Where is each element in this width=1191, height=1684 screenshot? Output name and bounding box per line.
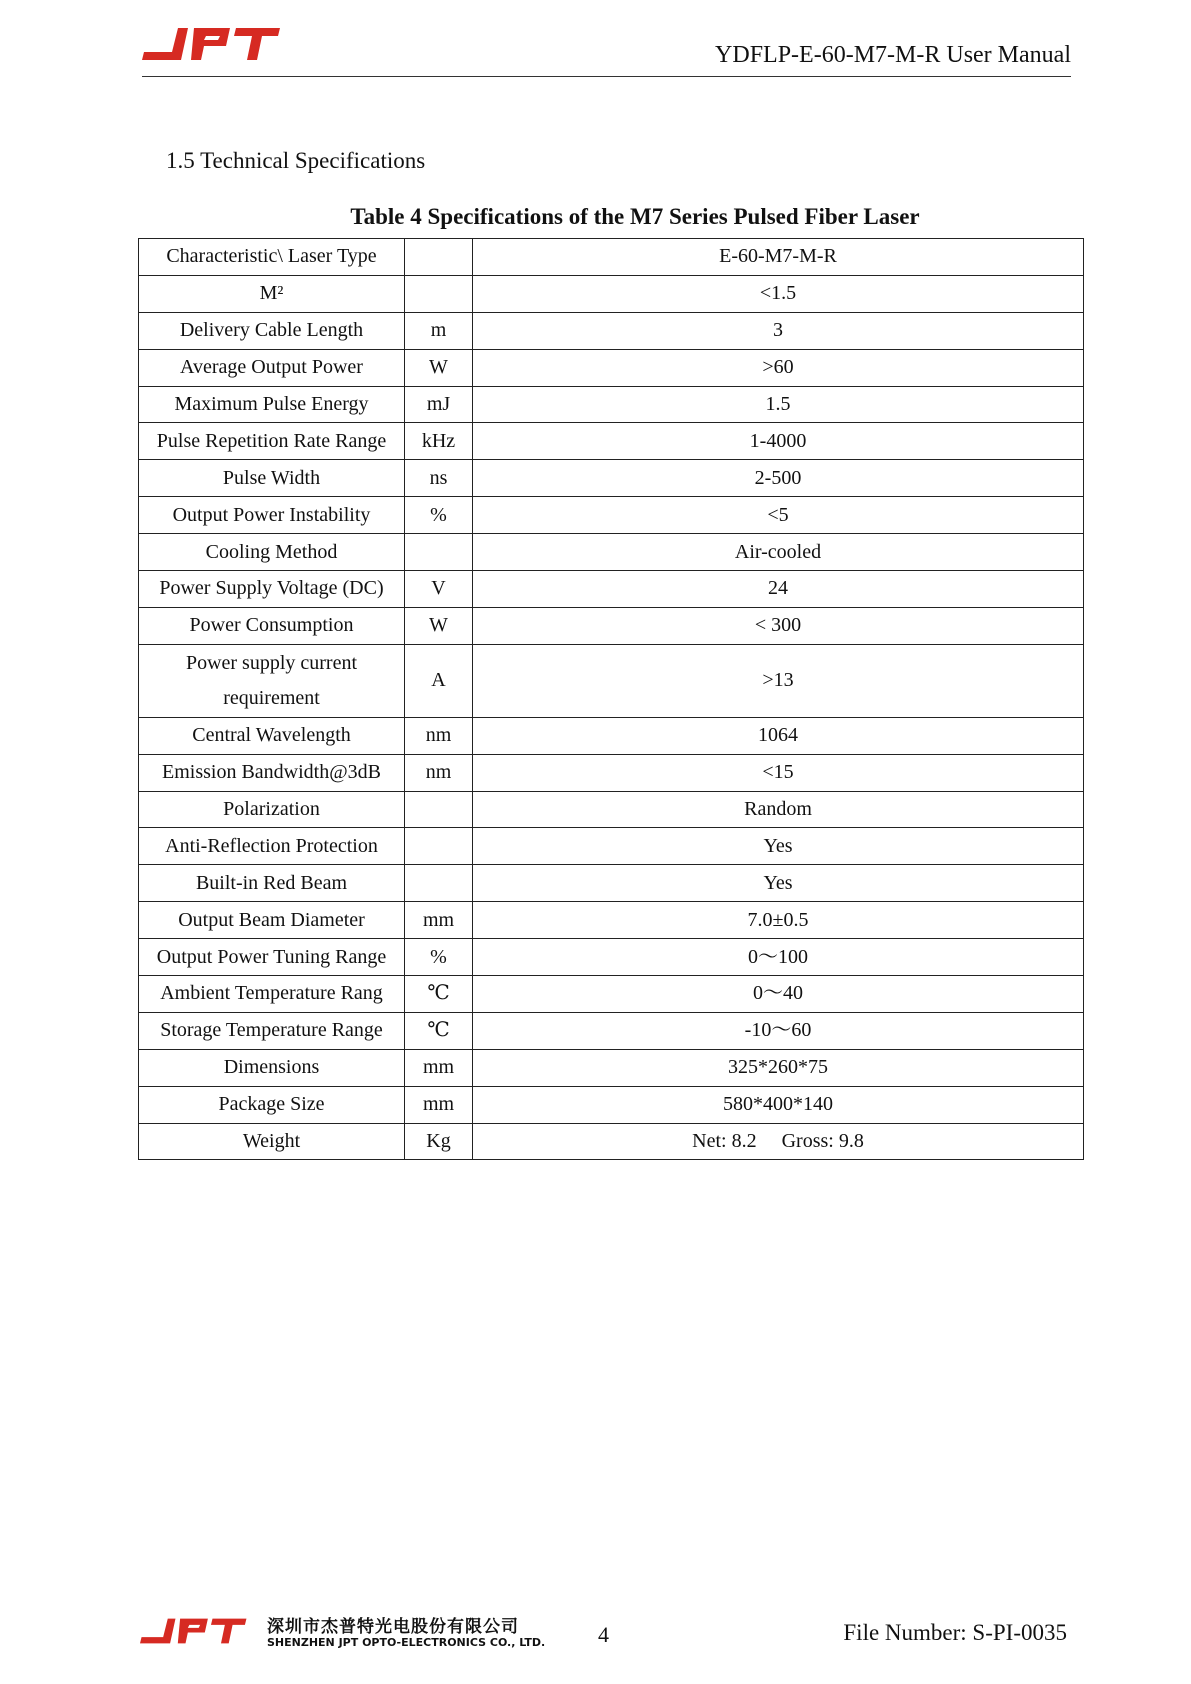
unit-cell (405, 865, 473, 902)
characteristic-cell: Polarization (139, 791, 405, 828)
unit-cell: nm (405, 754, 473, 791)
table-row (139, 571, 1084, 608)
characteristic-cell: Built-in Red Beam (139, 865, 405, 902)
file-number: File Number: S-PI-0035 (843, 1620, 1067, 1645)
characteristic-cell: Pulse Width (139, 460, 405, 497)
section-heading: 1.5 Technical Specifications (166, 148, 426, 173)
value-cell: Net: 8.2 Gross: 9.8 (473, 1123, 1084, 1160)
value-cell: <15 (473, 754, 1084, 791)
unit-cell: W (405, 349, 473, 386)
unit-cell: % (405, 497, 473, 534)
value-cell: >13 (473, 644, 1084, 717)
table-row (139, 1086, 1084, 1123)
value-cell: 2-500 (473, 460, 1084, 497)
table-row (139, 902, 1084, 939)
characteristic-cell: Average Output Power (139, 349, 405, 386)
value-cell: E-60-M7-M-R (473, 239, 1084, 276)
characteristic-cell: Cooling Method (139, 534, 405, 571)
characteristic-line: requirement (223, 686, 320, 709)
characteristic-cell: Storage Temperature Range (139, 1012, 405, 1049)
value-cell: 24 (473, 571, 1084, 608)
value-cell: 1.5 (473, 386, 1084, 423)
table-row (139, 754, 1084, 791)
table-row (139, 1012, 1084, 1049)
footer-company-english: SHENZHEN JPT OPTO-ELECTRONICS CO., LTD. (267, 1636, 546, 1649)
unit-cell: m (405, 312, 473, 349)
value-cell: 3 (473, 312, 1084, 349)
unit-cell: mJ (405, 386, 473, 423)
characteristic-cell: Output Power Instability (139, 497, 405, 534)
unit-cell (405, 534, 473, 571)
table-row (139, 534, 1084, 571)
unit-cell (405, 828, 473, 865)
unit-cell: mm (405, 902, 473, 939)
characteristic-cell: M² (139, 275, 405, 312)
unit-cell: mm (405, 1086, 473, 1123)
unit-cell: ℃ (405, 976, 473, 1013)
table-row (139, 644, 1084, 717)
unit-cell: Kg (405, 1123, 473, 1160)
value-cell: 1064 (473, 717, 1084, 754)
unit-cell: nm (405, 717, 473, 754)
value-cell: Air-cooled (473, 534, 1084, 571)
characteristic-cell: Characteristic\ Laser Type (139, 239, 405, 276)
characteristic-cell: Delivery Cable Length (139, 312, 405, 349)
characteristic-cell: Emission Bandwidth@3dB (139, 754, 405, 791)
characteristic-cell (139, 644, 405, 717)
specifications-table (138, 238, 1084, 1160)
value-cell: >60 (473, 349, 1084, 386)
table-caption: Table 4 Specifications of the M7 Series Pulsed Fiber Laser (350, 204, 920, 229)
unit-cell: W (405, 607, 473, 644)
table-row (139, 828, 1084, 865)
value-cell: < 300 (473, 607, 1084, 644)
value-cell: <1.5 (473, 275, 1084, 312)
table-row (139, 497, 1084, 534)
value-cell: Yes (473, 828, 1084, 865)
document-title: YDFLP-E-60-M7-M-R User Manual (715, 42, 1071, 68)
table-row (139, 386, 1084, 423)
unit-cell: A (405, 644, 473, 717)
unit-cell: kHz (405, 423, 473, 460)
unit-cell: ns (405, 460, 473, 497)
characteristic-cell: Power Supply Voltage (DC) (139, 571, 405, 608)
unit-cell (405, 275, 473, 312)
table-row (139, 865, 1084, 902)
value-cell: 325*260*75 (473, 1049, 1084, 1086)
value-cell: 580*400*140 (473, 1086, 1084, 1123)
characteristic-cell: Pulse Repetition Rate Range (139, 423, 405, 460)
value-cell: <5 (473, 497, 1084, 534)
table-row (139, 939, 1084, 976)
characteristic-cell: Output Beam Diameter (139, 902, 405, 939)
table-row (139, 312, 1084, 349)
characteristic-cell: Dimensions (139, 1049, 405, 1086)
value-cell: 7.0±0.5 (473, 902, 1084, 939)
characteristic-cell: Output Power Tuning Range (139, 939, 405, 976)
value-cell: 0～100 (473, 939, 1084, 976)
characteristic-cell: Package Size (139, 1086, 405, 1123)
unit-cell: mm (405, 1049, 473, 1086)
characteristic-cell: Ambient Temperature Rang (139, 976, 405, 1013)
table-row (139, 460, 1084, 497)
unit-cell: V (405, 571, 473, 608)
footer-company-chinese: 深圳市杰普特光电股份有限公司 (267, 1617, 519, 1637)
characteristic-cell: Central Wavelength (139, 717, 405, 754)
characteristic-cell: Power Consumption (139, 607, 405, 644)
table-row (139, 1123, 1084, 1160)
value-cell: 1-4000 (473, 423, 1084, 460)
table-row (139, 275, 1084, 312)
table-row (139, 717, 1084, 754)
table-row (139, 1049, 1084, 1086)
characteristic-cell: Weight (139, 1123, 405, 1160)
unit-cell: ℃ (405, 1012, 473, 1049)
table-row (139, 791, 1084, 828)
footer-jpt-logo (140, 1616, 248, 1651)
table-row (139, 607, 1084, 644)
table-row (139, 349, 1084, 386)
value-cell: -10～60 (473, 1012, 1084, 1049)
table-row (139, 976, 1084, 1013)
unit-cell (405, 239, 473, 276)
jpt-logo (142, 26, 282, 67)
header-divider (142, 76, 1071, 77)
unit-cell (405, 791, 473, 828)
characteristic-cell: Anti-Reflection Protection (139, 828, 405, 865)
page-number: 4 (598, 1622, 609, 1647)
value-cell: 0～40 (473, 976, 1084, 1013)
table-row (139, 239, 1084, 276)
value-cell: Random (473, 791, 1084, 828)
characteristic-line: Power supply current (185, 651, 358, 674)
value-cell: Yes (473, 865, 1084, 902)
table-row (139, 423, 1084, 460)
unit-cell: % (405, 939, 473, 976)
characteristic-cell: Maximum Pulse Energy (139, 386, 405, 423)
